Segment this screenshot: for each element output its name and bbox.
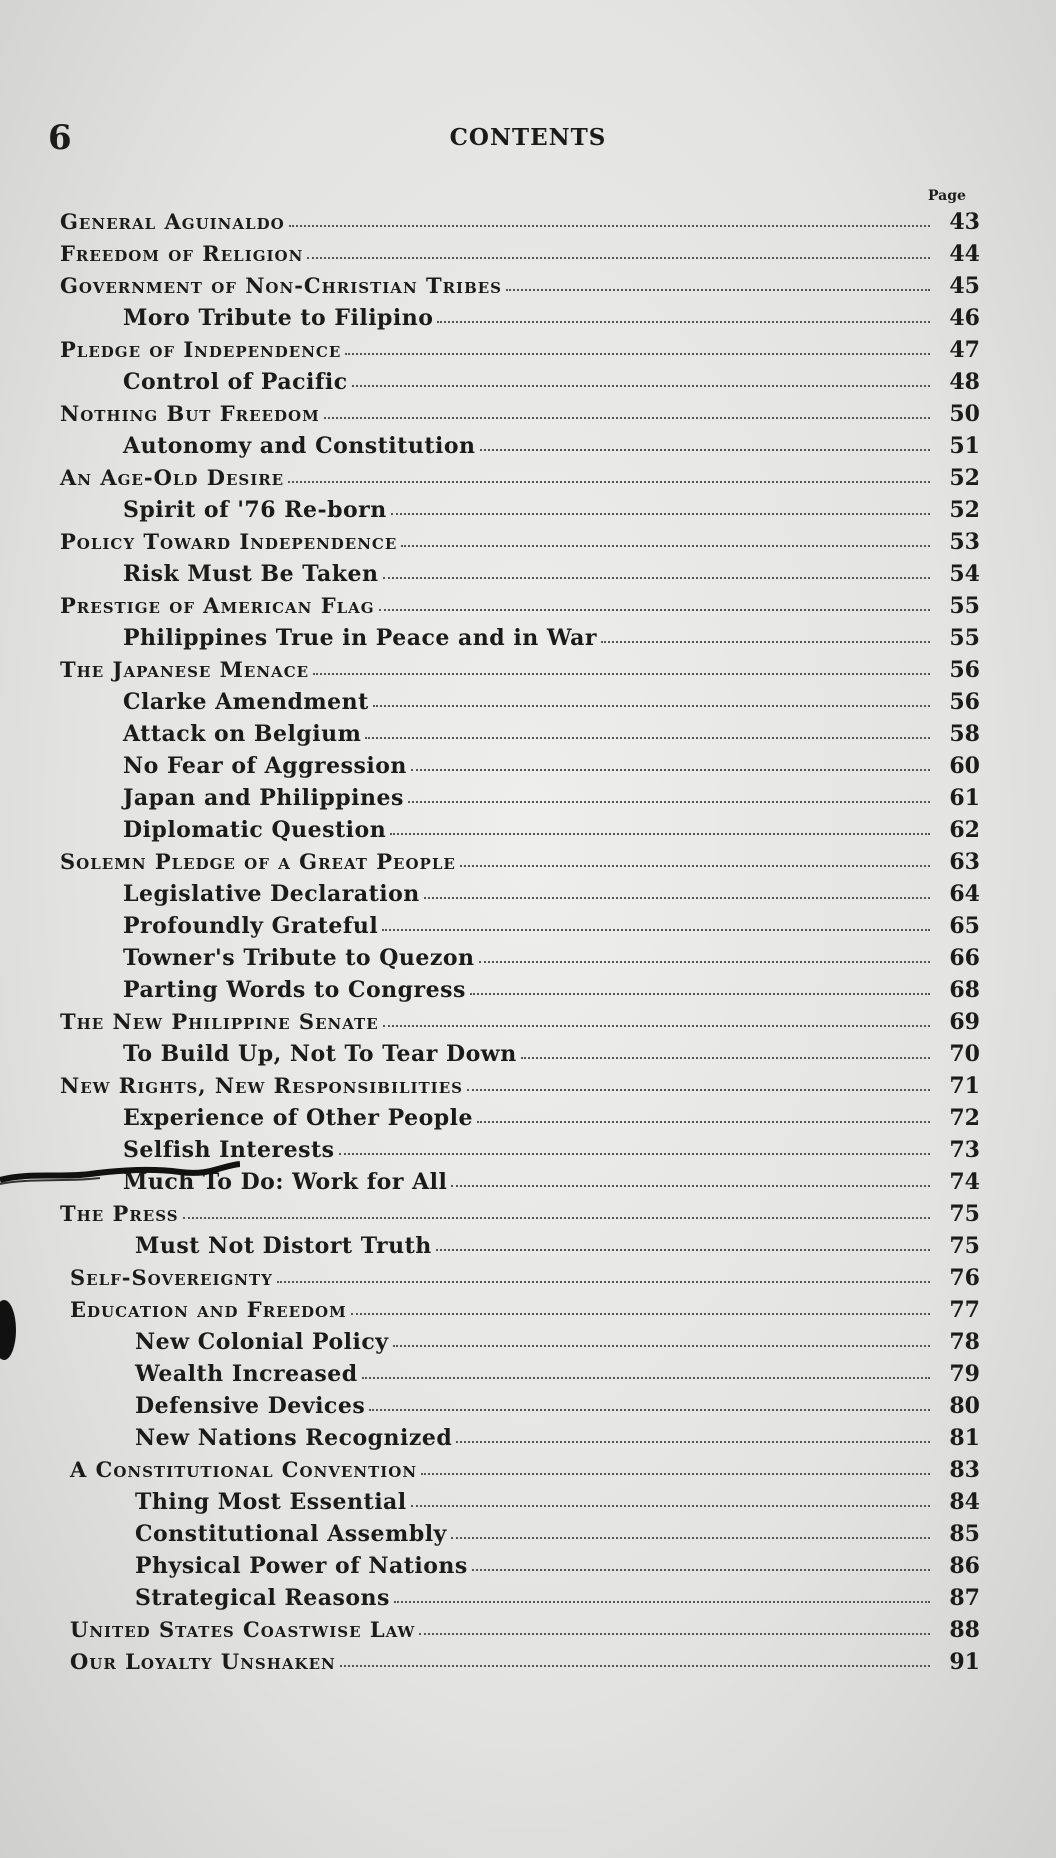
edge-stain — [0, 1180, 22, 1380]
toc-entry — [60, 1294, 980, 1326]
toc-entry — [60, 878, 980, 910]
toc-entry — [60, 814, 980, 846]
toc-entry-title: To Build Up, Not To Tear Down — [123, 1041, 517, 1067]
toc-entry-page: 86 — [949, 1553, 980, 1579]
toc-entry-page: 79 — [949, 1361, 980, 1387]
toc-entry-page: 45 — [949, 273, 980, 299]
toc-entry-title: Constitutional Assembly — [135, 1521, 447, 1547]
toc-entry — [60, 462, 980, 494]
toc-entry — [60, 1070, 980, 1102]
toc-entry — [60, 302, 980, 334]
toc-entry — [60, 974, 980, 1006]
dot-leader — [421, 1473, 930, 1475]
toc-entry-page: 77 — [949, 1297, 980, 1323]
toc-entry-title: Risk Must Be Taken — [123, 561, 379, 587]
dot-leader — [436, 1249, 930, 1251]
toc-entry — [60, 1230, 980, 1262]
toc-entry-page: 85 — [949, 1521, 980, 1547]
toc-entry-page: 43 — [949, 209, 980, 235]
toc-entry — [60, 1102, 980, 1134]
dot-leader — [339, 1153, 930, 1155]
dot-leader — [307, 257, 930, 259]
dot-leader — [479, 961, 930, 963]
dot-leader — [506, 289, 930, 291]
toc-entry-title: Solemn Pledge of a Great People — [60, 849, 456, 874]
dot-leader — [411, 769, 930, 771]
toc-entry-title: Pledge of Independence — [60, 337, 342, 362]
dot-leader — [394, 1601, 930, 1603]
toc-entry-page: 65 — [949, 913, 980, 939]
paper-tear — [0, 1158, 240, 1198]
dot-leader — [401, 545, 930, 547]
toc-entry-title: Japan and Philippines — [123, 785, 404, 811]
toc-entry — [60, 1614, 980, 1646]
toc-entry-title: Spirit of '76 Re-born — [123, 497, 387, 523]
toc-entry-page: 58 — [949, 721, 980, 747]
toc-entry — [60, 398, 980, 430]
dot-leader — [456, 1441, 930, 1443]
toc-entry — [60, 1326, 980, 1358]
toc-entry-page: 64 — [949, 881, 980, 907]
toc-entry-title: Must Not Distort Truth — [135, 1233, 432, 1259]
dot-leader — [437, 321, 930, 323]
toc-entry — [60, 1390, 980, 1422]
dot-leader — [345, 353, 930, 355]
toc-entry-title: New Colonial Policy — [135, 1329, 389, 1355]
toc-entry-title: Education and Freedom — [70, 1297, 347, 1322]
toc-entry-page: 73 — [949, 1137, 980, 1163]
toc-entry-page: 56 — [949, 689, 980, 715]
dot-leader — [472, 1569, 930, 1571]
toc-entry-title: Diplomatic Question — [123, 817, 387, 843]
toc-entry — [60, 1582, 980, 1614]
toc-entry — [60, 686, 980, 718]
toc-entry-page: 88 — [949, 1617, 980, 1643]
toc-entry — [60, 270, 980, 302]
dot-leader — [451, 1537, 930, 1539]
toc-entry-page: 80 — [949, 1393, 980, 1419]
toc-entry-title: Clarke Amendment — [123, 689, 369, 715]
toc-entry — [60, 558, 980, 590]
page-column-label: Page — [928, 188, 966, 204]
toc-entry — [60, 1262, 980, 1294]
toc-entry — [60, 1198, 980, 1230]
toc-entry-page: 46 — [949, 305, 980, 331]
toc-entry — [60, 238, 980, 270]
toc-entry-page: 69 — [949, 1009, 980, 1035]
toc-entry-page: 54 — [949, 561, 980, 587]
toc-entry-title: Government of Non-Christian Tribes — [60, 273, 503, 298]
toc-entry-page: 63 — [949, 849, 980, 875]
toc-entry-page: 68 — [949, 977, 980, 1003]
toc-entry-page: 47 — [949, 337, 980, 363]
dot-leader — [289, 225, 930, 227]
toc-entry-title: Nothing But Freedom — [60, 401, 320, 426]
toc-entry-title: Thing Most Essential — [135, 1489, 407, 1515]
toc-entry-title: A Constitutional Convention — [70, 1457, 418, 1482]
toc-entry-title: New Rights, New Responsibilities — [60, 1073, 463, 1098]
table-of-contents — [60, 206, 980, 1678]
toc-entry-title: Prestige of American Flag — [60, 593, 375, 618]
toc-entry-page: 51 — [949, 433, 980, 459]
toc-entry-page: 72 — [949, 1105, 980, 1131]
toc-entry — [60, 846, 980, 878]
toc-entry-title: Control of Pacific — [123, 369, 348, 395]
toc-entry-page: 52 — [949, 497, 980, 523]
dot-leader — [340, 1665, 930, 1667]
toc-entry-title: Wealth Increased — [135, 1361, 358, 1387]
toc-entry-title: An Age-Old Desire — [60, 465, 285, 490]
toc-entry-title: Moro Tribute to Filipino — [123, 305, 434, 331]
toc-entry-title: Our Loyalty Unshaken — [70, 1649, 336, 1674]
toc-entry — [60, 494, 980, 526]
toc-entry-title: Much To Do: Work for All — [123, 1169, 448, 1195]
dot-leader — [419, 1633, 930, 1635]
toc-entry-title: Freedom of Religion — [60, 241, 304, 266]
dot-leader — [460, 865, 930, 867]
toc-entry-page: 87 — [949, 1585, 980, 1611]
toc-entry — [60, 206, 980, 238]
toc-entry-title: Physical Power of Nations — [135, 1553, 468, 1579]
toc-entry-title: Parting Words to Congress — [123, 977, 466, 1003]
toc-entry-page: 81 — [949, 1425, 980, 1451]
toc-entry-title: Towner's Tribute to Quezon — [123, 945, 475, 971]
toc-entry — [60, 782, 980, 814]
toc-entry-title: No Fear of Aggression — [123, 753, 407, 779]
dot-leader — [393, 1345, 930, 1347]
toc-entry-title: United States Coastwise Law — [70, 1617, 416, 1642]
toc-entry-page: 56 — [949, 657, 980, 683]
toc-entry-page: 91 — [949, 1649, 980, 1675]
toc-entry-title: New Nations Recognized — [135, 1425, 453, 1451]
dot-leader — [391, 513, 930, 515]
dot-leader — [383, 577, 931, 579]
toc-entry-page: 55 — [949, 593, 980, 619]
toc-entry-title: Experience of Other People — [123, 1105, 473, 1131]
toc-entry-title: Profoundly Grateful — [123, 913, 379, 939]
dot-leader — [351, 1313, 930, 1315]
toc-entry-title: Strategical Reasons — [135, 1585, 390, 1611]
toc-entry-page: 84 — [949, 1489, 980, 1515]
toc-entry-page: 62 — [949, 817, 980, 843]
dot-leader — [324, 417, 930, 419]
dot-leader — [183, 1217, 930, 1219]
toc-entry — [60, 1646, 980, 1678]
toc-entry-page: 74 — [949, 1169, 980, 1195]
toc-entry-title: The Press — [60, 1201, 179, 1226]
dot-leader — [521, 1057, 930, 1059]
toc-entry — [60, 1038, 980, 1070]
dot-leader — [467, 1089, 930, 1091]
dot-leader — [352, 385, 930, 387]
toc-entry — [60, 334, 980, 366]
toc-entry — [60, 1486, 980, 1518]
toc-entry-title: The New Philippine Senate — [60, 1009, 379, 1034]
toc-entry-title: Selfish Interests — [123, 1137, 335, 1163]
toc-entry — [60, 1358, 980, 1390]
dot-leader — [480, 449, 930, 451]
toc-entry — [60, 718, 980, 750]
toc-entry-page: 44 — [949, 241, 980, 267]
page-heading: CONTENTS — [449, 124, 607, 151]
toc-entry-page: 66 — [949, 945, 980, 971]
toc-entry — [60, 526, 980, 558]
dot-leader — [365, 737, 930, 739]
toc-entry-page: 71 — [949, 1073, 980, 1099]
dot-leader — [424, 897, 930, 899]
toc-entry-page: 70 — [949, 1041, 980, 1067]
toc-entry — [60, 366, 980, 398]
toc-entry — [60, 1550, 980, 1582]
toc-entry-page: 55 — [949, 625, 980, 651]
dot-leader — [379, 609, 930, 611]
toc-entry-title: The Japanese Menace — [60, 657, 310, 682]
toc-entry — [60, 750, 980, 782]
dot-leader — [470, 993, 930, 995]
toc-entry-page: 50 — [949, 401, 980, 427]
toc-entry — [60, 1518, 980, 1550]
dot-leader — [369, 1409, 930, 1411]
toc-entry — [60, 654, 980, 686]
toc-entry-page: 75 — [949, 1201, 980, 1227]
toc-entry-page: 76 — [949, 1265, 980, 1291]
dot-leader — [383, 1025, 930, 1027]
toc-entry-title: Attack on Belgium — [123, 721, 362, 747]
dot-leader — [408, 801, 930, 803]
toc-entry-page: 60 — [949, 753, 980, 779]
toc-entry-title: Autonomy and Constitution — [123, 433, 476, 459]
toc-entry — [60, 910, 980, 942]
toc-entry — [60, 430, 980, 462]
dot-leader — [390, 833, 930, 835]
toc-entry — [60, 942, 980, 974]
dot-leader — [277, 1281, 930, 1283]
toc-entry-page: 53 — [949, 529, 980, 555]
dot-leader — [382, 929, 930, 931]
toc-entry-page: 78 — [949, 1329, 980, 1355]
toc-entry-title: Defensive Devices — [135, 1393, 366, 1419]
toc-entry-title: Policy Toward Independence — [60, 529, 398, 554]
toc-entry-title: Philippines True in Peace and in War — [123, 625, 597, 651]
toc-entry-page: 61 — [949, 785, 980, 811]
toc-entry-page: 75 — [949, 1233, 980, 1259]
dot-leader — [288, 481, 930, 483]
toc-entry-page: 48 — [949, 369, 980, 395]
toc-entry — [60, 1422, 980, 1454]
toc-entry — [60, 1454, 980, 1486]
toc-entry — [60, 590, 980, 622]
page-number: 6 — [48, 118, 72, 158]
toc-entry — [60, 1006, 980, 1038]
toc-entry-page: 83 — [949, 1457, 980, 1483]
dot-leader — [451, 1185, 930, 1187]
dot-leader — [373, 705, 930, 707]
dot-leader — [411, 1505, 930, 1507]
dot-leader — [601, 641, 930, 643]
toc-entry — [60, 622, 980, 654]
dot-leader — [313, 673, 930, 675]
toc-entry-page: 52 — [949, 465, 980, 491]
toc-entry-title: Legislative Declaration — [123, 881, 420, 907]
toc-entry-title: General Aguinaldo — [60, 209, 285, 234]
toc-entry-title: Self-Sovereignty — [70, 1265, 273, 1290]
dot-leader — [362, 1377, 930, 1379]
dot-leader — [477, 1121, 930, 1123]
